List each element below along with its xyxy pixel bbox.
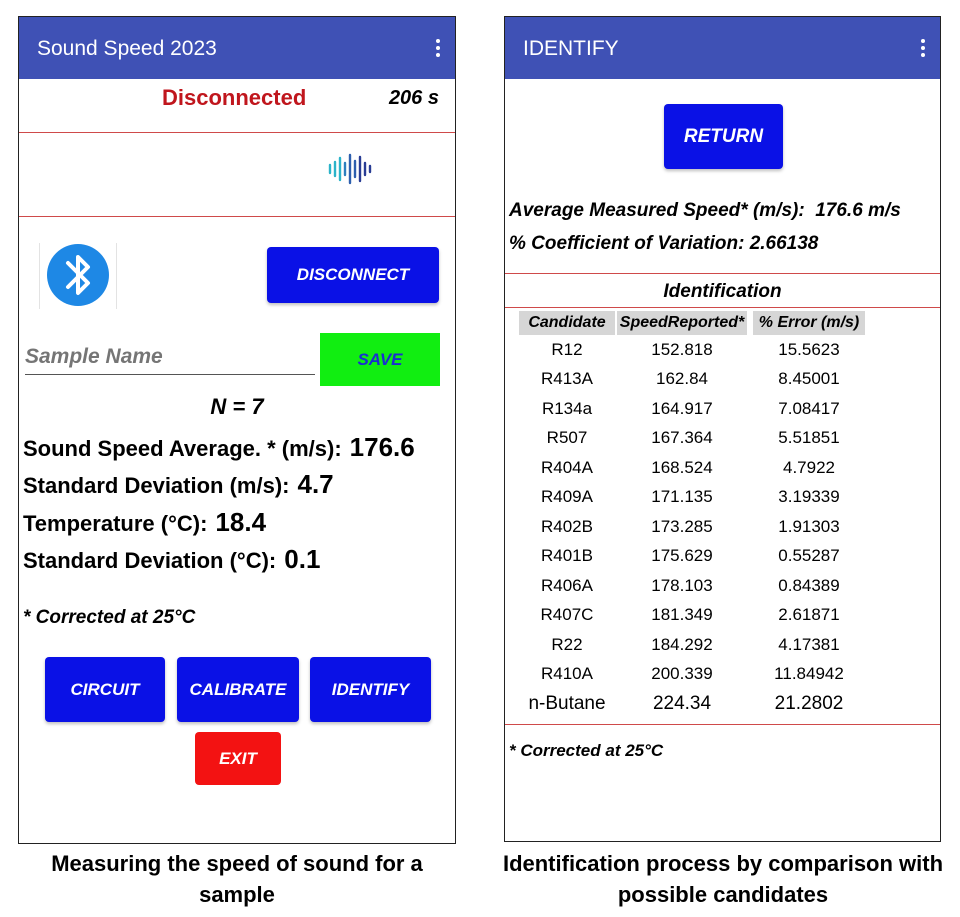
percent-error: 21.2802	[774, 692, 844, 714]
stat-label: Standard Deviation (°C):	[23, 548, 277, 573]
kebab-menu-icon[interactable]	[920, 39, 926, 59]
disconnect-button[interactable]: DISCONNECT	[267, 247, 439, 303]
candidate-name: R406A	[541, 575, 593, 595]
audio-wave-icon	[327, 153, 373, 185]
candidate-name: R410A	[541, 664, 593, 684]
candidates-table	[519, 311, 865, 719]
caption-line: possible candidates	[617, 882, 829, 907]
stat-speed-std-dev	[23, 469, 334, 500]
speed-reported: 167.364	[651, 428, 713, 448]
table-row	[519, 601, 865, 631]
percent-error: 3.19339	[778, 487, 840, 507]
coefficient-of-variation: % Coefficient of Variation: 2.66138	[509, 233, 819, 254]
speed-reported: 173.285	[651, 516, 713, 536]
column-header: % Error (m/s)	[753, 311, 865, 335]
app-title: Sound Speed 2023	[37, 37, 217, 60]
app-title: IDENTIFY	[523, 37, 619, 60]
percent-error: 4.17381	[778, 634, 840, 654]
identification-title: Identification	[663, 281, 782, 302]
stat-temperature-std-dev	[23, 544, 320, 575]
percent-error: 0.84389	[778, 575, 840, 595]
divider	[505, 724, 940, 725]
divider	[19, 216, 455, 217]
percent-error: 4.7922	[783, 457, 835, 477]
right-caption	[488, 848, 958, 910]
speed-reported: 171.135	[651, 487, 713, 507]
stat-value: 18.4	[215, 507, 267, 537]
stat-label: Standard Deviation (m/s):	[23, 473, 290, 498]
bluetooth-toggle[interactable]	[39, 243, 117, 309]
table-row	[519, 335, 865, 365]
average-measured-speed: Average Measured Speed* (m/s): 176.6 m/s	[509, 200, 901, 221]
app-bar	[505, 17, 940, 79]
speed-reported: 181.349	[651, 605, 713, 625]
percent-error: 15.5623	[778, 339, 840, 359]
candidate-name: R401B	[541, 546, 593, 566]
speed-reported: 162.84	[656, 369, 708, 389]
table-row	[519, 571, 865, 601]
return-button[interactable]: RETURN	[664, 104, 783, 169]
percent-error: 8.45001	[778, 369, 840, 389]
candidate-name: R402B	[541, 516, 593, 536]
table-row	[519, 365, 865, 395]
percent-error: 11.84942	[774, 664, 844, 684]
elapsed-timer: 206 s	[388, 87, 439, 109]
speed-reported: 175.629	[651, 546, 713, 566]
speed-reported: 200.339	[651, 664, 713, 684]
left-caption	[8, 848, 466, 910]
circuit-button[interactable]: CIRCUIT	[45, 657, 165, 722]
table-header-row	[519, 311, 865, 335]
caption-line: sample	[199, 882, 275, 907]
bluetooth-icon	[40, 243, 118, 309]
app-bar	[19, 17, 455, 79]
percent-error: 2.61871	[778, 605, 840, 625]
exit-button[interactable]: EXIT	[195, 732, 281, 785]
stat-value: 176.6	[349, 432, 415, 462]
percent-error: 7.08417	[778, 398, 840, 418]
table-row	[519, 689, 865, 719]
sound-speed-screen	[18, 16, 456, 844]
speed-reported: 184.292	[651, 634, 713, 654]
speed-reported: 178.103	[651, 575, 713, 595]
sample-name-input[interactable]	[25, 339, 315, 375]
table-row	[519, 453, 865, 483]
calibrate-button[interactable]: CALIBRATE	[177, 657, 299, 722]
candidate-name: R413A	[541, 369, 593, 389]
column-header: Candidate	[519, 311, 615, 335]
candidate-name: R134a	[541, 398, 593, 418]
table-row	[519, 542, 865, 572]
stat-sound-speed-average	[23, 432, 415, 463]
percent-error: 5.51851	[778, 428, 840, 448]
caption-line: Identification process by comparison with	[502, 851, 944, 876]
candidate-name: R507	[546, 428, 588, 448]
candidate-name: R12	[551, 339, 583, 359]
candidate-name: R407C	[540, 605, 594, 625]
percent-error: 1.91303	[778, 516, 840, 536]
table-row	[519, 483, 865, 513]
footnote: * Corrected at 25°C	[23, 607, 196, 628]
kebab-menu-icon[interactable]	[435, 39, 441, 59]
connection-status: Disconnected	[162, 85, 307, 110]
candidate-name: R404A	[541, 457, 593, 477]
speed-reported: 164.917	[651, 398, 713, 418]
candidate-name: R22	[551, 634, 583, 654]
caption-line: Measuring the speed of sound for a	[51, 851, 423, 876]
divider	[505, 273, 940, 274]
column-header: SpeedReported*	[617, 311, 747, 335]
stat-label: Sound Speed Average. * (m/s):	[23, 436, 342, 461]
table-row	[519, 394, 865, 424]
identify-screen	[504, 16, 941, 842]
stat-label: Temperature (°C):	[23, 511, 208, 536]
stat-temperature	[23, 507, 266, 538]
sample-count: N = 7	[210, 394, 264, 419]
candidate-name: R409A	[541, 487, 593, 507]
table-row	[519, 424, 865, 454]
stat-value: 4.7	[297, 469, 334, 499]
identify-button[interactable]: IDENTIFY	[310, 657, 431, 722]
speed-reported: 224.34	[652, 692, 712, 714]
stat-value: 0.1	[284, 544, 321, 574]
percent-error: 0.55287	[778, 546, 840, 566]
divider	[19, 132, 455, 133]
table-row	[519, 660, 865, 690]
divider	[505, 307, 940, 308]
table-row	[519, 630, 865, 660]
table-row	[519, 512, 865, 542]
footnote: * Corrected at 25°C	[509, 741, 664, 760]
save-button[interactable]: SAVE	[320, 333, 440, 386]
speed-reported: 152.818	[651, 339, 713, 359]
candidate-name: n-Butane	[528, 692, 606, 714]
speed-reported: 168.524	[651, 457, 713, 477]
